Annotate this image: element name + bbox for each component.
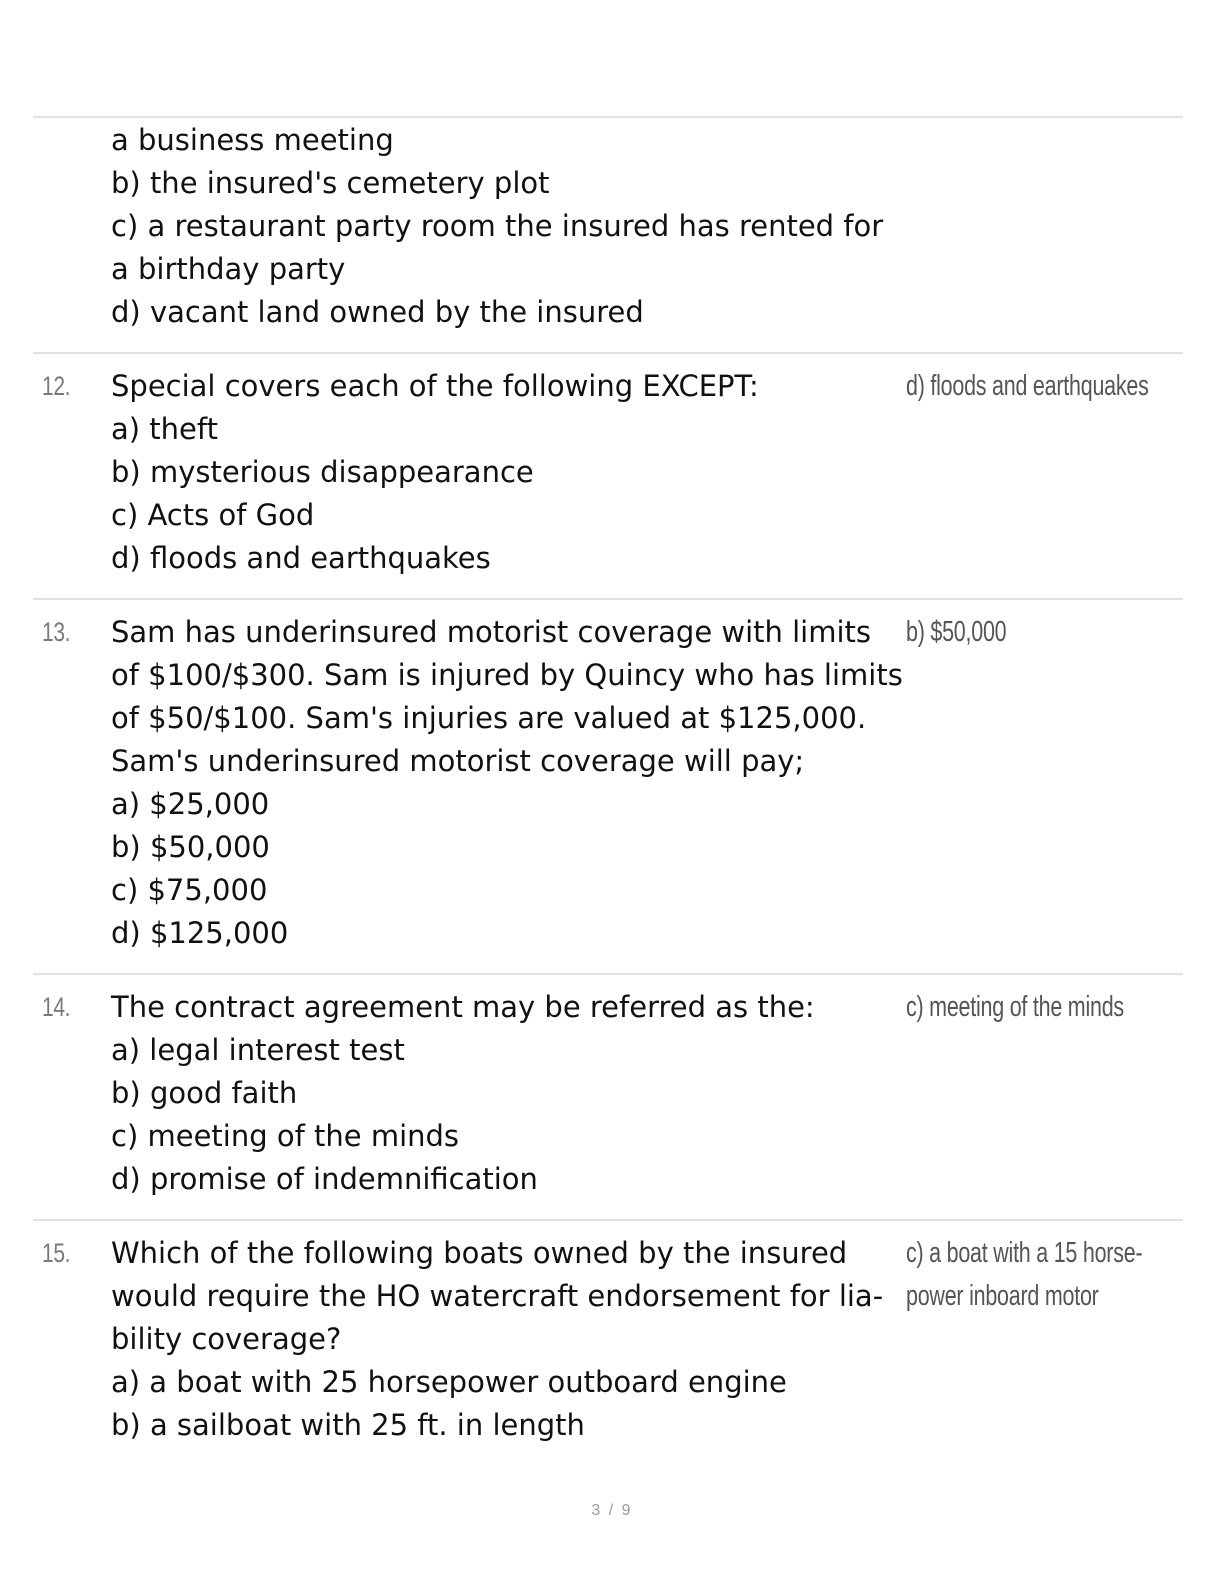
option-a: a) theft	[111, 412, 218, 446]
question-number: 12.	[42, 371, 71, 401]
question-line: would require the HO watercraft endorsement for lia-	[111, 1279, 884, 1313]
option-b: b) a sailboat with 25 ft. in length	[111, 1408, 585, 1442]
question-line: Which of the following boats owned by the insured	[111, 1236, 848, 1270]
question-number: 13.	[42, 617, 71, 647]
option-a: a) legal interest test	[111, 1033, 405, 1067]
question-line: The contract agreement may be referred as the:	[111, 990, 815, 1024]
answer-line: power inboard motor	[906, 1280, 1099, 1312]
answer-text	[906, 986, 1124, 1029]
option-a: a) $25,000	[111, 787, 270, 821]
answer-line: c) meeting of the minds	[906, 991, 1124, 1023]
option-c: c) meeting of the minds	[111, 1119, 460, 1153]
option-d: d) promise of indemnification	[111, 1162, 538, 1196]
question-line: of $100/$300. Sam is injured by Quincy who has limits	[111, 658, 903, 692]
option-c: c) Acts of God	[111, 498, 315, 532]
option-a: a) a boat with 25 horsepower outboard engine	[111, 1365, 787, 1399]
question-text	[111, 611, 901, 955]
option-b: b) good faith	[111, 1076, 298, 1110]
page-number: 3 / 9	[591, 1502, 633, 1519]
question-line: Sam's underinsured motorist coverage will pay;	[111, 744, 805, 778]
answer-text	[906, 365, 1149, 408]
divider	[33, 598, 1183, 600]
answer-text	[906, 611, 1006, 654]
question-line: of $50/$100. Sam's injuries are valued at $125,000.	[111, 701, 867, 735]
option-b: b) $50,000	[111, 830, 270, 864]
option-b: b) mysterious disappearance	[111, 455, 534, 489]
question-line: Special covers each of the following EXCEPT:	[111, 369, 759, 403]
divider	[33, 973, 1183, 975]
question-line: c) a restaurant party room the insured has rented for	[111, 209, 884, 243]
question-text	[111, 1232, 901, 1447]
question-line: d) vacant land owned by the insured	[111, 295, 644, 329]
question-number: 14.	[42, 992, 71, 1022]
answer-line: d) floods and earthquakes	[906, 370, 1149, 402]
divider	[33, 1219, 1183, 1221]
divider-top	[33, 116, 1183, 118]
divider	[33, 352, 1183, 354]
question-number: 15.	[42, 1238, 71, 1268]
answer-line: b) $50,000	[906, 616, 1007, 648]
question-line: Sam has underinsured motorist coverage with limits	[111, 615, 872, 649]
option-c: c) $75,000	[111, 873, 268, 907]
question-line: b) the insured's cemetery plot	[111, 166, 550, 200]
option-d: d) $125,000	[111, 916, 289, 950]
question-text	[111, 365, 901, 580]
question-line: bility coverage?	[111, 1322, 342, 1356]
question-text	[111, 986, 901, 1201]
option-d: d) floods and earthquakes	[111, 541, 491, 575]
answer-line: c) a boat with a 15 horse-	[906, 1237, 1143, 1269]
question-line: a business meeting	[111, 123, 394, 157]
answer-text	[906, 1232, 1142, 1318]
question-11-text	[111, 119, 901, 334]
question-line: a birthday party	[111, 252, 346, 286]
